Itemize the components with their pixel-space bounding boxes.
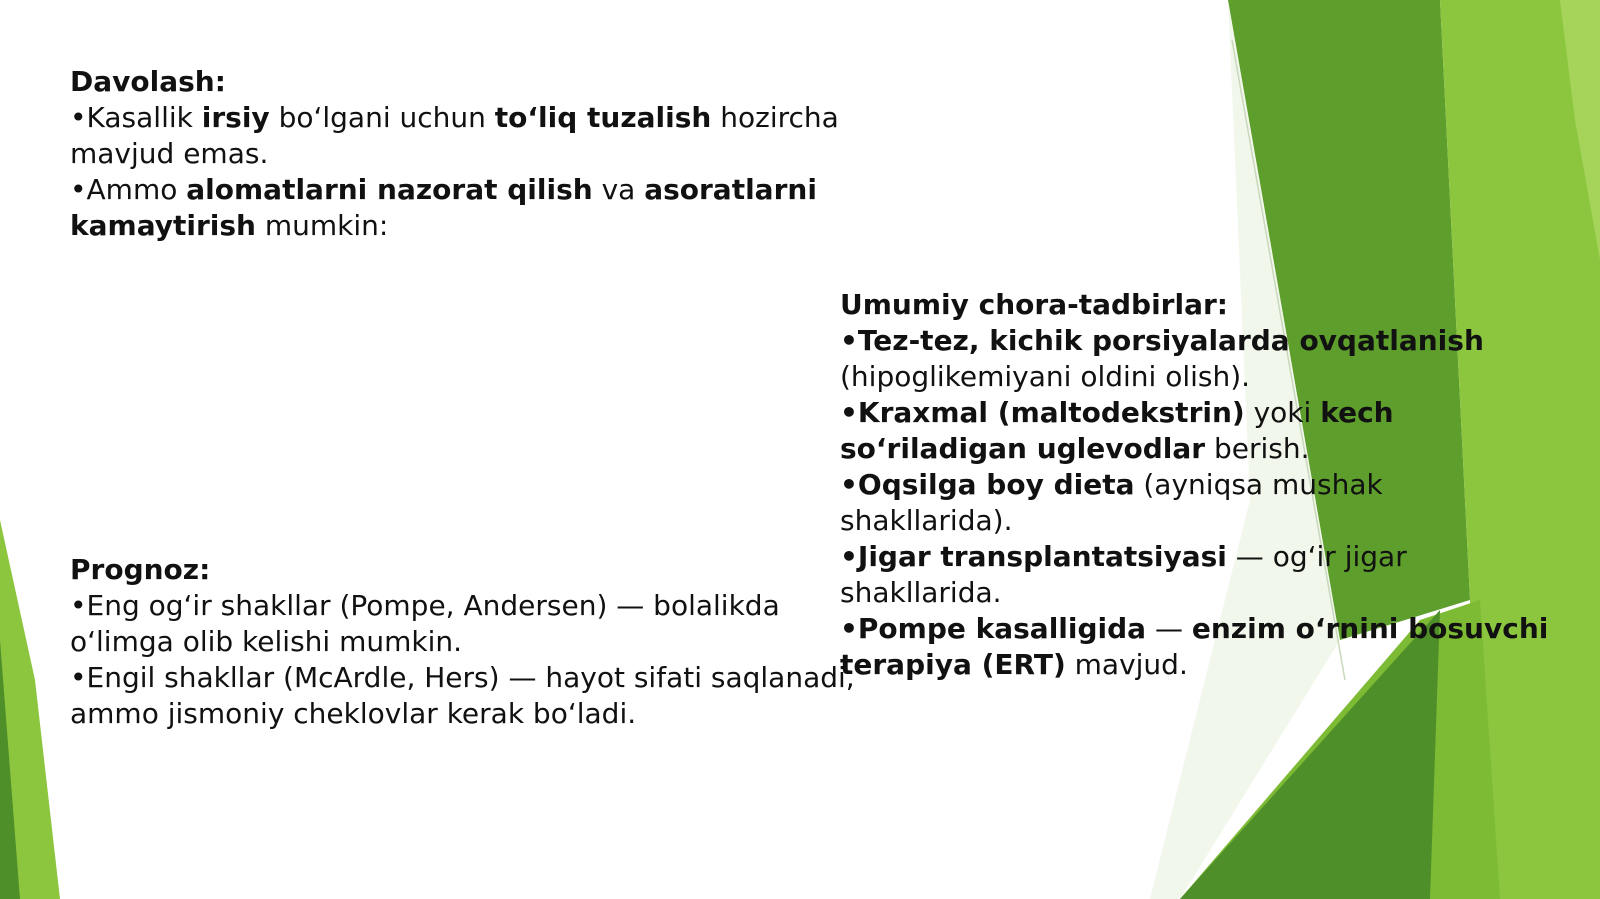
bold-text-run: •Kraxmal (maltodekstrin) [840,396,1245,429]
bold-text-run: alomatlarni nazorat qilish [186,173,593,206]
text-run: (ayniqsa mushak shakllarida). [840,468,1383,537]
text-run: mumkin: [255,209,389,242]
general-measures-item [840,323,1560,395]
text-run: — og‘ir jigar shakllarida. [840,540,1407,609]
prognosis-item [70,660,860,732]
text-run: •Ammo [70,173,187,206]
prognosis-heading: Prognoz: [70,553,211,586]
general-measures-item [840,395,1560,467]
general-measures-item [840,539,1560,611]
prognosis-item [70,588,860,660]
text-run: •Kasallik [70,101,202,134]
general-measures-item [840,611,1560,683]
treatment-item [70,100,850,172]
text-run: — [1146,612,1192,645]
prognosis-section [70,552,860,732]
text-run: berish. [1205,432,1310,465]
bold-text-run: •Tez-tez, kichik porsiyalarda ovqatlanish [840,324,1484,357]
bold-text-run: irsiy [201,101,270,134]
text-run: (hipoglikemiyani oldini olish). [840,360,1251,393]
bold-text-run: •Pompe kasalligida [840,612,1147,645]
text-run: •Engil shakllar (McArdle, Hers) — hayot sifati saqlanadi, ammo jismoniy cheklovlar kerak bo‘ladi. [70,661,855,730]
text-run: hozircha mavjud emas. [70,101,839,170]
text-run: va [592,173,645,206]
treatment-section [70,64,850,244]
bold-text-run: asoratlarni kamaytirish [70,173,817,242]
bold-text-run: •Jigar transplantatsiyasi [840,540,1227,573]
bold-text-run: •Oqsilga boy dieta [840,468,1135,501]
text-run: yoki [1244,396,1321,429]
bold-text-run: kech so‘riladigan uglevodlar [840,396,1394,465]
bold-text-run: enzim o‘rnini bosuvchi terapiya (ERT) [840,612,1549,681]
general-measures-section [840,287,1560,683]
treatment-heading: Davolash: [70,65,226,98]
treatment-item [70,172,850,244]
general-measures-heading: Umumiy chora-tadbirlar: [840,288,1228,321]
bold-text-run: to‘liq tuzalish [494,101,712,134]
text-run: bo‘lgani uchun [269,101,495,134]
general-measures-item [840,467,1560,539]
text-run: mavjud. [1065,648,1188,681]
text-run: •Eng og‘ir shakllar (Pompe, Andersen) — bolalikda o‘limga olib kelishi mumkin. [70,589,780,658]
